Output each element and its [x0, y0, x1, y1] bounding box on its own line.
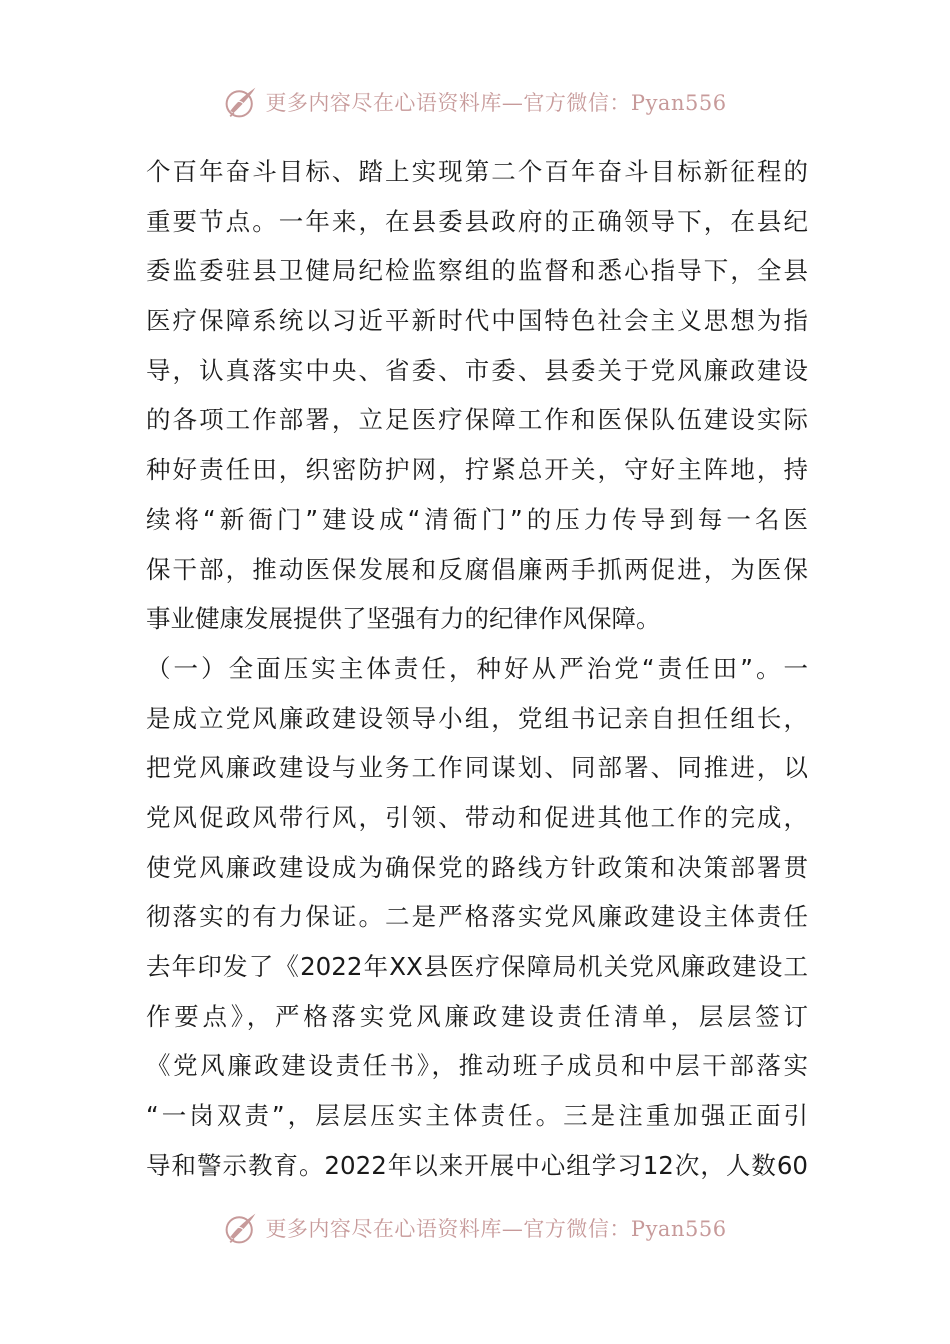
document-line: 重要节点。一年来，在县委县政府的正确领导下，在县纪: [146, 206, 808, 236]
document-line: 续将“新衙门”建设成“清衙门”的压力传导到每一名医: [146, 504, 808, 534]
document-line: “一岗双责”，层层压实主体责任。三是注重加强正面引: [146, 1101, 808, 1131]
quill-pen-logo-icon: [223, 1210, 259, 1246]
document-line: 导和警示教育。2022年以来开展中心组学习12次，人数60: [146, 1150, 808, 1180]
document-line: 种好责任田，织密防护网，拧紧总开关，守好主阵地，持: [146, 455, 808, 485]
document-line: 医疗保障系统以习近平新时代中国特色社会主义思想为指: [146, 306, 808, 336]
document-body: [146, 147, 808, 1190]
document-line: 作要点》，严格落实党风廉政建设责任清单，层层签订: [146, 1001, 808, 1031]
document-line: 去年印发了《2022年XX县医疗保障局机关党风廉政建设工: [146, 952, 808, 981]
document-line: 导，认真落实中央、省委、市委、县委关于党风廉政建设: [146, 355, 808, 385]
watermark-text: 更多内容尽在心语资料库—官方微信：Pyan556: [265, 1217, 727, 1241]
document-line: 使党风廉政建设成为确保党的路线方针政策和决策部署贯: [146, 852, 808, 882]
document-line: 事业健康发展提供了坚强有力的纪律作风保障。: [146, 604, 661, 634]
watermark-text: 更多内容尽在心语资料库—官方微信：Pyan556: [265, 91, 727, 115]
document-line: 是成立党风廉政建设领导小组，党组书记亲自担任组长，: [146, 703, 808, 733]
document-line: 把党风廉政建设与业务工作同谋划、同部署、同推进，以: [146, 753, 808, 783]
document-line: 委监委驻县卫健局纪检监察组的监督和悉心指导下，全县: [146, 256, 808, 286]
document-line: 个百年奋斗目标、踏上实现第二个百年奋斗目标新征程的: [146, 157, 808, 186]
document-line: 《党风廉政建设责任书》，推动班子成员和中层干部落实: [146, 1051, 808, 1081]
document-line: （一）全面压实主体责任，种好从严治党“责任田”。一: [146, 653, 808, 683]
quill-pen-logo-icon: [223, 84, 259, 120]
document-line: 的各项工作部署，立足医疗保障工作和医保队伍建设实际: [146, 405, 808, 435]
document-line: 党风促政风带行风，引领、带动和促进其他工作的完成，: [146, 802, 808, 832]
watermark-header: [0, 80, 950, 124]
document-line: 保干部，推动医保发展和反腐倡廉两手抓两促进，为医保: [146, 554, 808, 584]
document-line: 彻落实的有力保证。二是严格落实党风廉政建设主体责任: [146, 902, 808, 932]
watermark-footer: [0, 1206, 950, 1250]
